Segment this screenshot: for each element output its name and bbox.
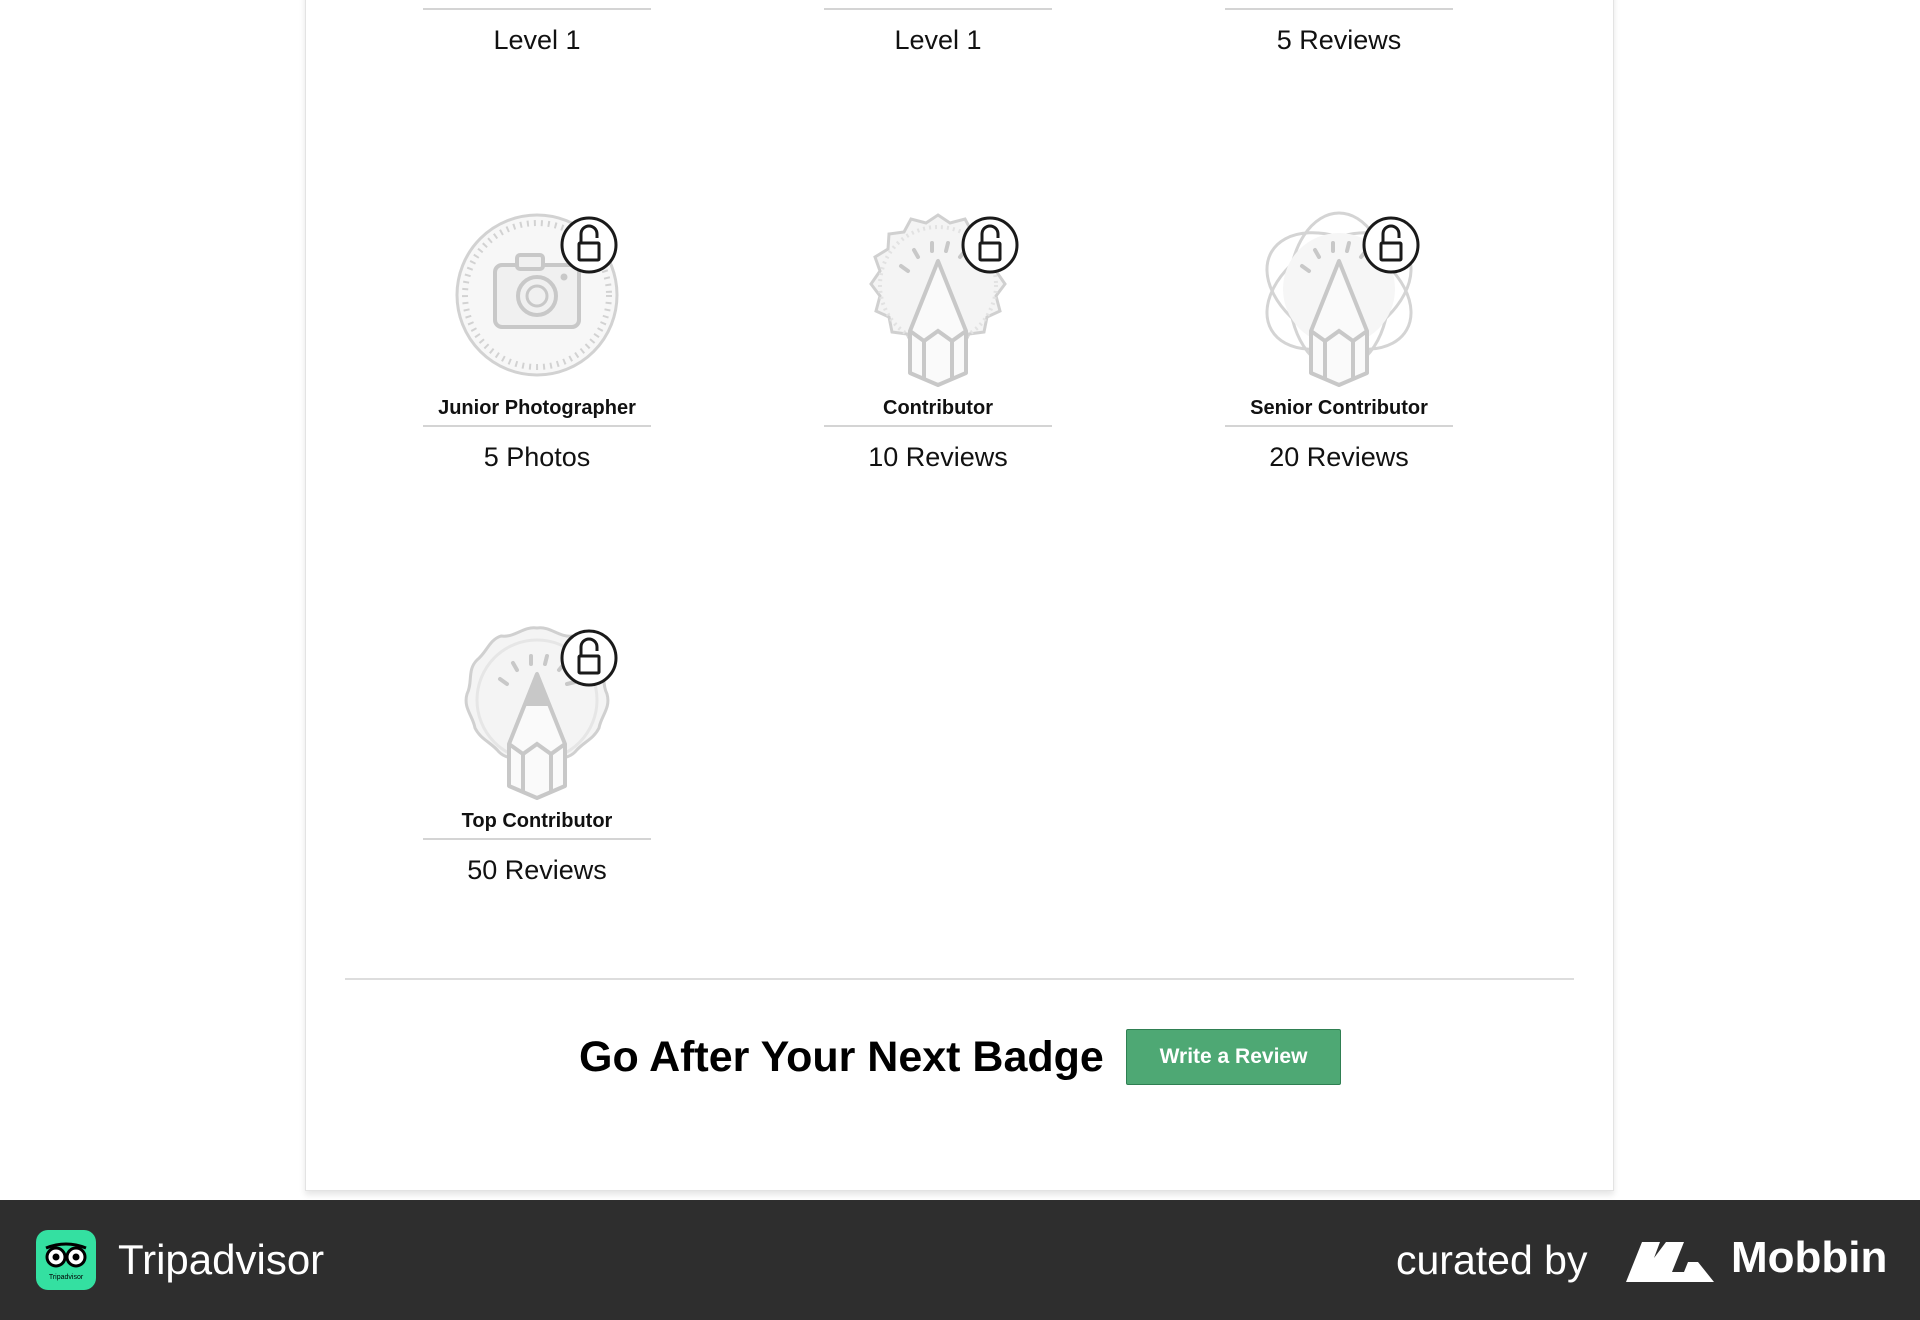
badge-name <box>822 0 1054 6</box>
pencil-badge-icon <box>822 203 1054 393</box>
lock-icon <box>1364 218 1418 272</box>
badge-requirement: 20 Reviews <box>1269 442 1409 472</box>
footer-bar <box>0 1200 1920 1320</box>
brand-name: Mobbin <box>1731 1233 1888 1282</box>
badge-divider <box>423 838 651 840</box>
badge-name <box>421 0 653 6</box>
pencil-badge-icon <box>1223 203 1455 393</box>
mobbin-logo-icon <box>1626 1238 1714 1282</box>
write-review-button[interactable]: Write a Review <box>1126 1029 1341 1085</box>
tripadvisor-logo-icon <box>36 1230 96 1290</box>
badge-senior-reviewer <box>1223 0 1455 58</box>
badge-requirement: Level 1 <box>493 25 581 55</box>
badge-contributor[interactable] <box>822 203 1054 475</box>
badge-requirement: 50 Reviews <box>467 855 607 885</box>
curated-by-label: curated by <box>1396 1237 1588 1283</box>
app-name: Tripadvisor <box>118 1236 325 1283</box>
owl-icon <box>36 1230 96 1290</box>
badge-requirement: Level 1 <box>894 25 982 55</box>
badge-name: Contributor <box>883 397 993 419</box>
badge-divider <box>824 425 1052 427</box>
badge-requirement: 10 Reviews <box>868 442 1008 472</box>
lock-icon <box>963 218 1017 272</box>
badge-divider <box>423 425 651 427</box>
badge-name <box>1223 0 1455 6</box>
lock-icon <box>562 218 616 272</box>
badge-name: Senior Contributor <box>1250 397 1428 419</box>
badge-requirement: 5 Photos <box>483 442 591 472</box>
badge-top-contributor[interactable] <box>421 616 653 888</box>
badge-name: Top Contributor <box>461 810 613 832</box>
badge-junior-photographer[interactable] <box>421 203 653 475</box>
cta-title: Go After Your Next Badge <box>579 1033 1104 1081</box>
camera-badge-icon <box>421 203 653 393</box>
badge-name: Junior Photographer <box>438 397 636 419</box>
badge-divider <box>824 8 1052 10</box>
badge-senior-contributor[interactable] <box>1223 203 1455 475</box>
section-divider <box>345 978 1574 980</box>
badges-card <box>305 0 1614 1191</box>
badge-divider <box>1225 8 1453 10</box>
badge-requirement: 5 Reviews <box>1276 25 1402 55</box>
tripadvisor-logo-text: Tripadvisor <box>48 1274 84 1281</box>
badge-divider <box>423 8 651 10</box>
badge-restaurant-expert <box>421 0 653 58</box>
lock-icon <box>562 631 616 685</box>
pencil-badge-icon <box>421 616 653 806</box>
badge-attraction-expert <box>822 0 1054 58</box>
badge-divider <box>1225 425 1453 427</box>
